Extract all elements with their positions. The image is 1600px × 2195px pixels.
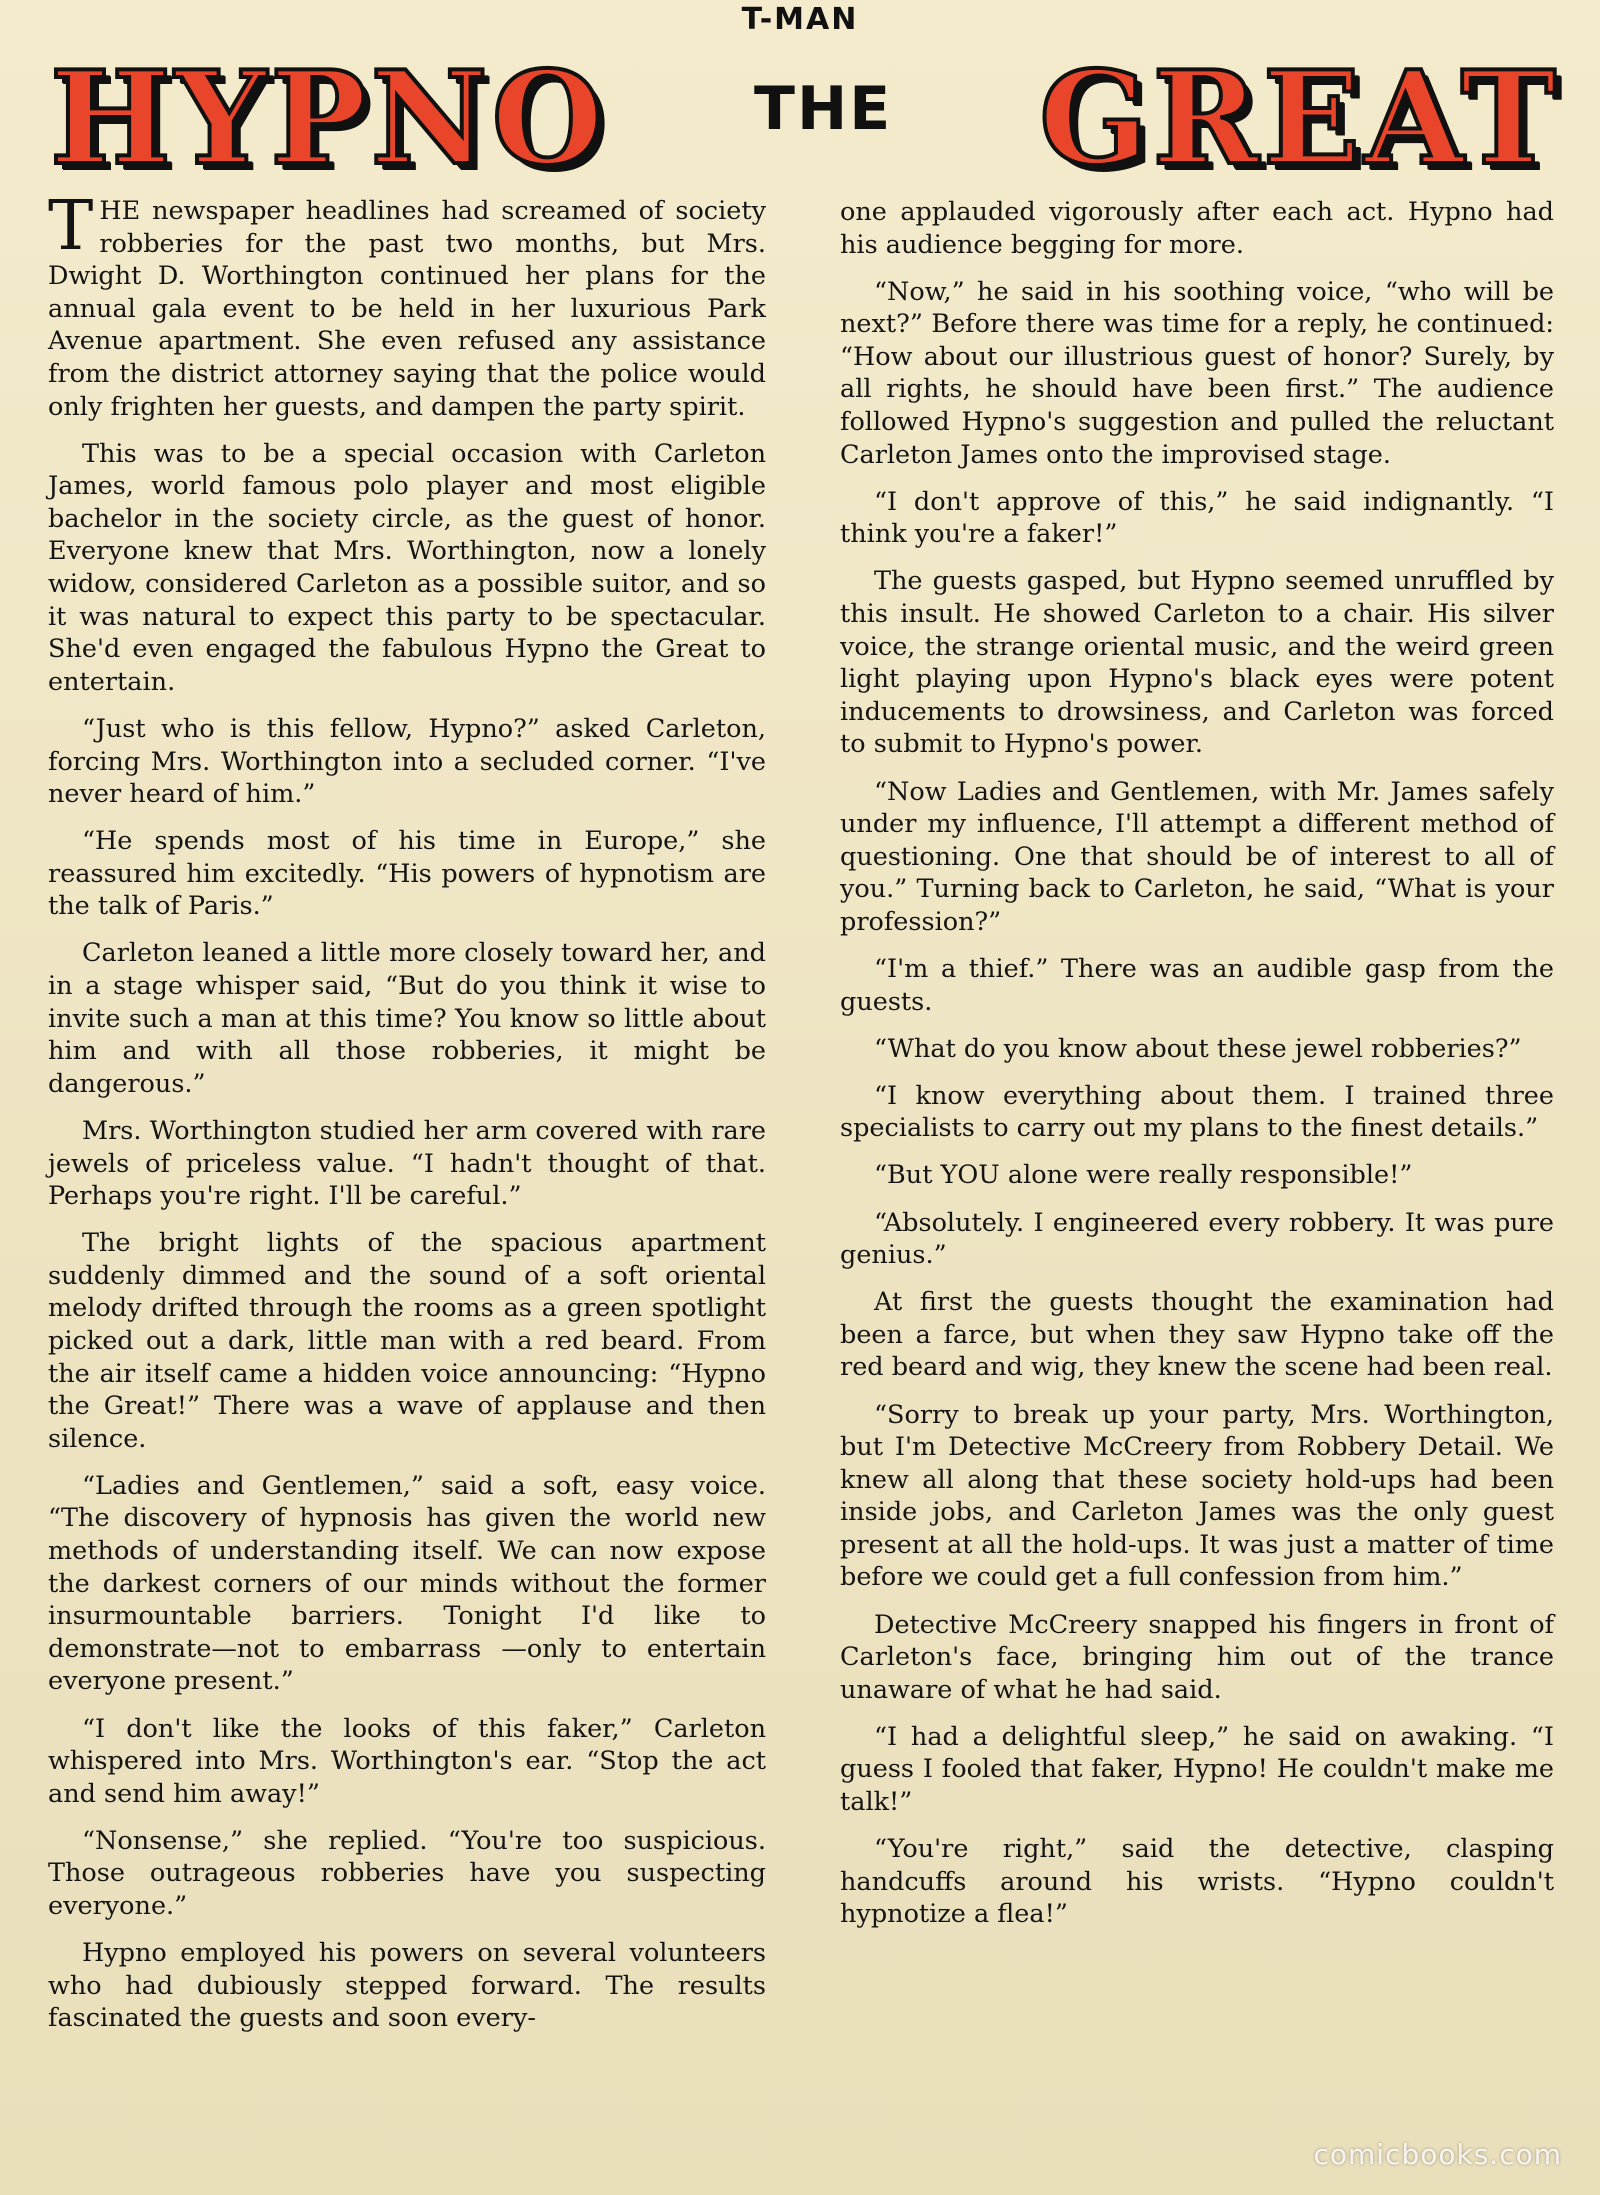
paragraph: “I'm a thief.” There was an audible gasp from the guests. [840,953,1554,1017]
series-kicker: T-MAN [741,2,859,37]
paragraph: “Absolutely. I engineered every robbery. It was pure genius.” [840,1207,1554,1271]
paragraph: “Just who is this fellow, Hypno?” asked Carleton, forcing Mrs. Worthington into a secluded corner. “I've never heard of him.” [48,713,766,810]
paragraph: “Now,” he said in his soothing voice, “who will be next?” Before there was time for a reply, he continued: “How about our illustrious guest of honor? Surely, by all rights, he should have been first.” The audience followed Hypno's suggestion and pulled the reluctant Carleton James onto the improvised stage. [840,276,1554,470]
paragraph: “You're right,” said the detective, clasping handcuffs around his wrists. “Hypno couldn't hypnotize a flea!” [840,1834,1554,1930]
title-word-the: THE [754,74,893,144]
paragraph: At first the guests thought the examination had been a farce, but when they saw Hypno take off the red beard and wig, they knew the scene had been real. [840,1287,1554,1383]
paragraph: “I don't like the looks of this faker,” Carleton whispered into Mrs. Worthington's ear. “Stop the act and send him away!” [48,1713,766,1809]
paragraph: “But YOU alone were really responsible!” [874,1160,1413,1191]
paragraph: Carleton leaned a little more closely toward her, and in a stage whisper said, “But do you think it wise to invite such a man at this time? You know so little about him and with all those robberies, it might be dangerous.” [48,938,766,1099]
paragraph: Detective McCreery snapped his fingers in front of Carleton's face, bringing him out of the trance unaware of what he had said. [840,1609,1554,1705]
paragraph: “What do you know about these jewel robberies?” [874,1033,1522,1064]
paragraph: This was to be a special occasion with Carleton James, world famous polo player and most eligible bachelor in the society circle, as the guest of honor. Everyone knew that Mrs. Worthington, now a lonely widow, considered Carleton as a possible suitor, and so it was natural to expect this party to be spectacular. She'd even engaged the fabulous Hypno the Great to entertain. [48,438,766,697]
title-word-hypno: HYPNO [50,44,608,194]
site-watermark: comicbooks.com [1313,2138,1562,2171]
drop-cap: T [48,187,94,266]
paragraph: “I had a delightful sleep,” he said on awaking. “I guess I fooled that faker, Hypno! He couldn't make me talk!” [840,1721,1554,1818]
paragraph: “He spends most of his time in Europe,” she reassured him excitedly. “His powers of hypnotism are the talk of Paris.” [48,826,766,922]
paragraph: Mrs. Worthington studied her arm covered with rare jewels of priceless value. “I hadn't thought of that. Perhaps you're right. I'll be careful.” [48,1115,766,1212]
paragraph: “I don't approve of this,” he said indignantly. “I think you're a faker!” [840,486,1554,550]
paragraph: one applauded vigorously after each act. Hypno had his audience begging for more. [840,197,1554,260]
story-title [50,44,1560,194]
paragraph: “Now Ladies and Gentlemen, with Mr. James safely under my influence, I'll attempt a different method of questioning. One that should be of interest to all of you.” Turning back to Carleton, he said, “What is your profession?” [840,776,1554,937]
paragraph: The guests gasped, but Hypno seemed unruffled by this insult. He showed Carleton to a chair. His silver voice, the strange oriental music, and the weird green light playing upon Hypno's black eyes were potent inducements to drowsiness, and Carleton was forced to submit to Hypno's power. [840,566,1554,760]
paragraph: “I know everything about them. I trained three specialists to carry out my plans to the finest details.” [840,1080,1554,1144]
paragraph: The bright lights of the spacious apartment suddenly dimmed and the sound of a soft oriental melody drifted through the rooms as a green spotlight picked out a dark, little man with a red beard. From the air itself came a hidden voice announcing: “Hypno the Great!” There was a wave of applause and then silence. [48,1228,766,1454]
paragraph-text: HE newspaper headlines had screamed of society robberies for the past two months, but Mrs. Dwight D. Worthington continued her plans for the annual gala event to be held in her luxurious Park Avenue apartment. She even refused any assistance from the district attorney saying that the police would only frighten her guests, and dampen the party spirit. [48,196,766,422]
paragraph: “Nonsense,” she replied. “You're too suspicious. Those outrageous robberies have you suspecting everyone.” [48,1825,766,1921]
right-text-column [840,196,1554,1945]
paragraph: “Ladies and Gentlemen,” said a soft, easy voice. “The discovery of hypnosis has given the world new methods of understanding itself. We can now expose the darkest corners of our minds without the former insurmountable barriers. Tonight I'd like to demonstrate—not to embarrass —only to entertain everyone present.” [48,1470,766,1697]
paragraph: Hypno employed his powers on several volunteers who had dubiously stepped forward. The results fascinated the guests and soon every- [48,1938,766,2034]
paragraph: “Sorry to break up your party, Mrs. Worthington, but I'm Detective McCreery from Robbery Detail. We knew all along that these society hold-ups had been inside jobs, and Carleton James was the only guest present at all the hold-ups. It was just a matter of time before we could get a full confession from him.” [840,1399,1554,1593]
paragraph [48,187,766,423]
left-text-column [48,187,766,2049]
title-word-great: GREAT [1039,44,1560,194]
